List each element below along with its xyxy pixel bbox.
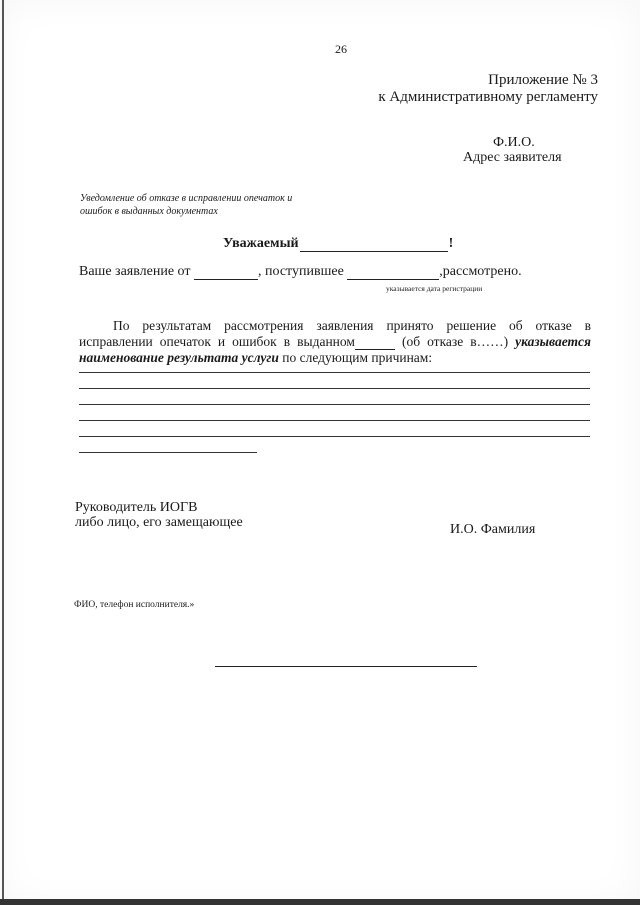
registration-note: указывается дата регистрации (386, 284, 483, 293)
bottom-separator-line (215, 666, 477, 667)
signer-position-line1: Руководитель ИОГВ (75, 500, 198, 515)
reason-line-3 (79, 404, 590, 405)
decision-text3: по следующим причинам: (278, 350, 433, 365)
registration-blank (347, 267, 439, 280)
decision-text1: По результатам рассмотрения заявления принято решение об отказе в исправлении опечаток и ошибок в выданном (79, 318, 591, 349)
reason-line-2 (79, 388, 590, 389)
decision-italic: указывается наименование результата услуги (79, 334, 591, 365)
recipient-address: Адрес заявителя (463, 150, 562, 165)
document-blank (355, 338, 395, 350)
executor-info: ФИО, телефон исполнителя.» (74, 600, 195, 610)
appendix-title: Приложение № 3 (488, 72, 598, 88)
decision-paragraph (79, 318, 591, 366)
greeting-name-blank (300, 237, 448, 252)
date-blank (194, 267, 258, 280)
scan-edge-bottom (0, 899, 640, 905)
greeting (223, 236, 453, 252)
notice-title: Уведомление об отказе в исправлении опечаток и ошибок в выданных документах (80, 193, 293, 217)
decision-text2: (об отказе в……) (394, 334, 516, 349)
statement-part2: , поступившее (258, 264, 344, 279)
reason-line-5 (79, 436, 590, 437)
signer-name: И.О. Фамилия (450, 522, 536, 537)
reason-line-4 (79, 420, 590, 421)
statement-part1: Ваше заявление от (79, 264, 191, 279)
recipient-fio: Ф.И.О. (493, 135, 535, 150)
greeting-suffix: ! (448, 236, 454, 251)
page-number: 26 (335, 42, 347, 56)
greeting-prefix: Уважаемый (223, 236, 299, 251)
reason-line-6 (79, 452, 257, 453)
appendix-subtitle: к Административному регламенту (378, 89, 598, 105)
statement-line (79, 264, 522, 280)
reason-line-1 (79, 372, 590, 373)
scan-edge-left (2, 0, 4, 905)
signer-position-line2: либо лицо, его замещающее (75, 515, 243, 530)
statement-part3: ,рассмотрено. (439, 264, 522, 279)
